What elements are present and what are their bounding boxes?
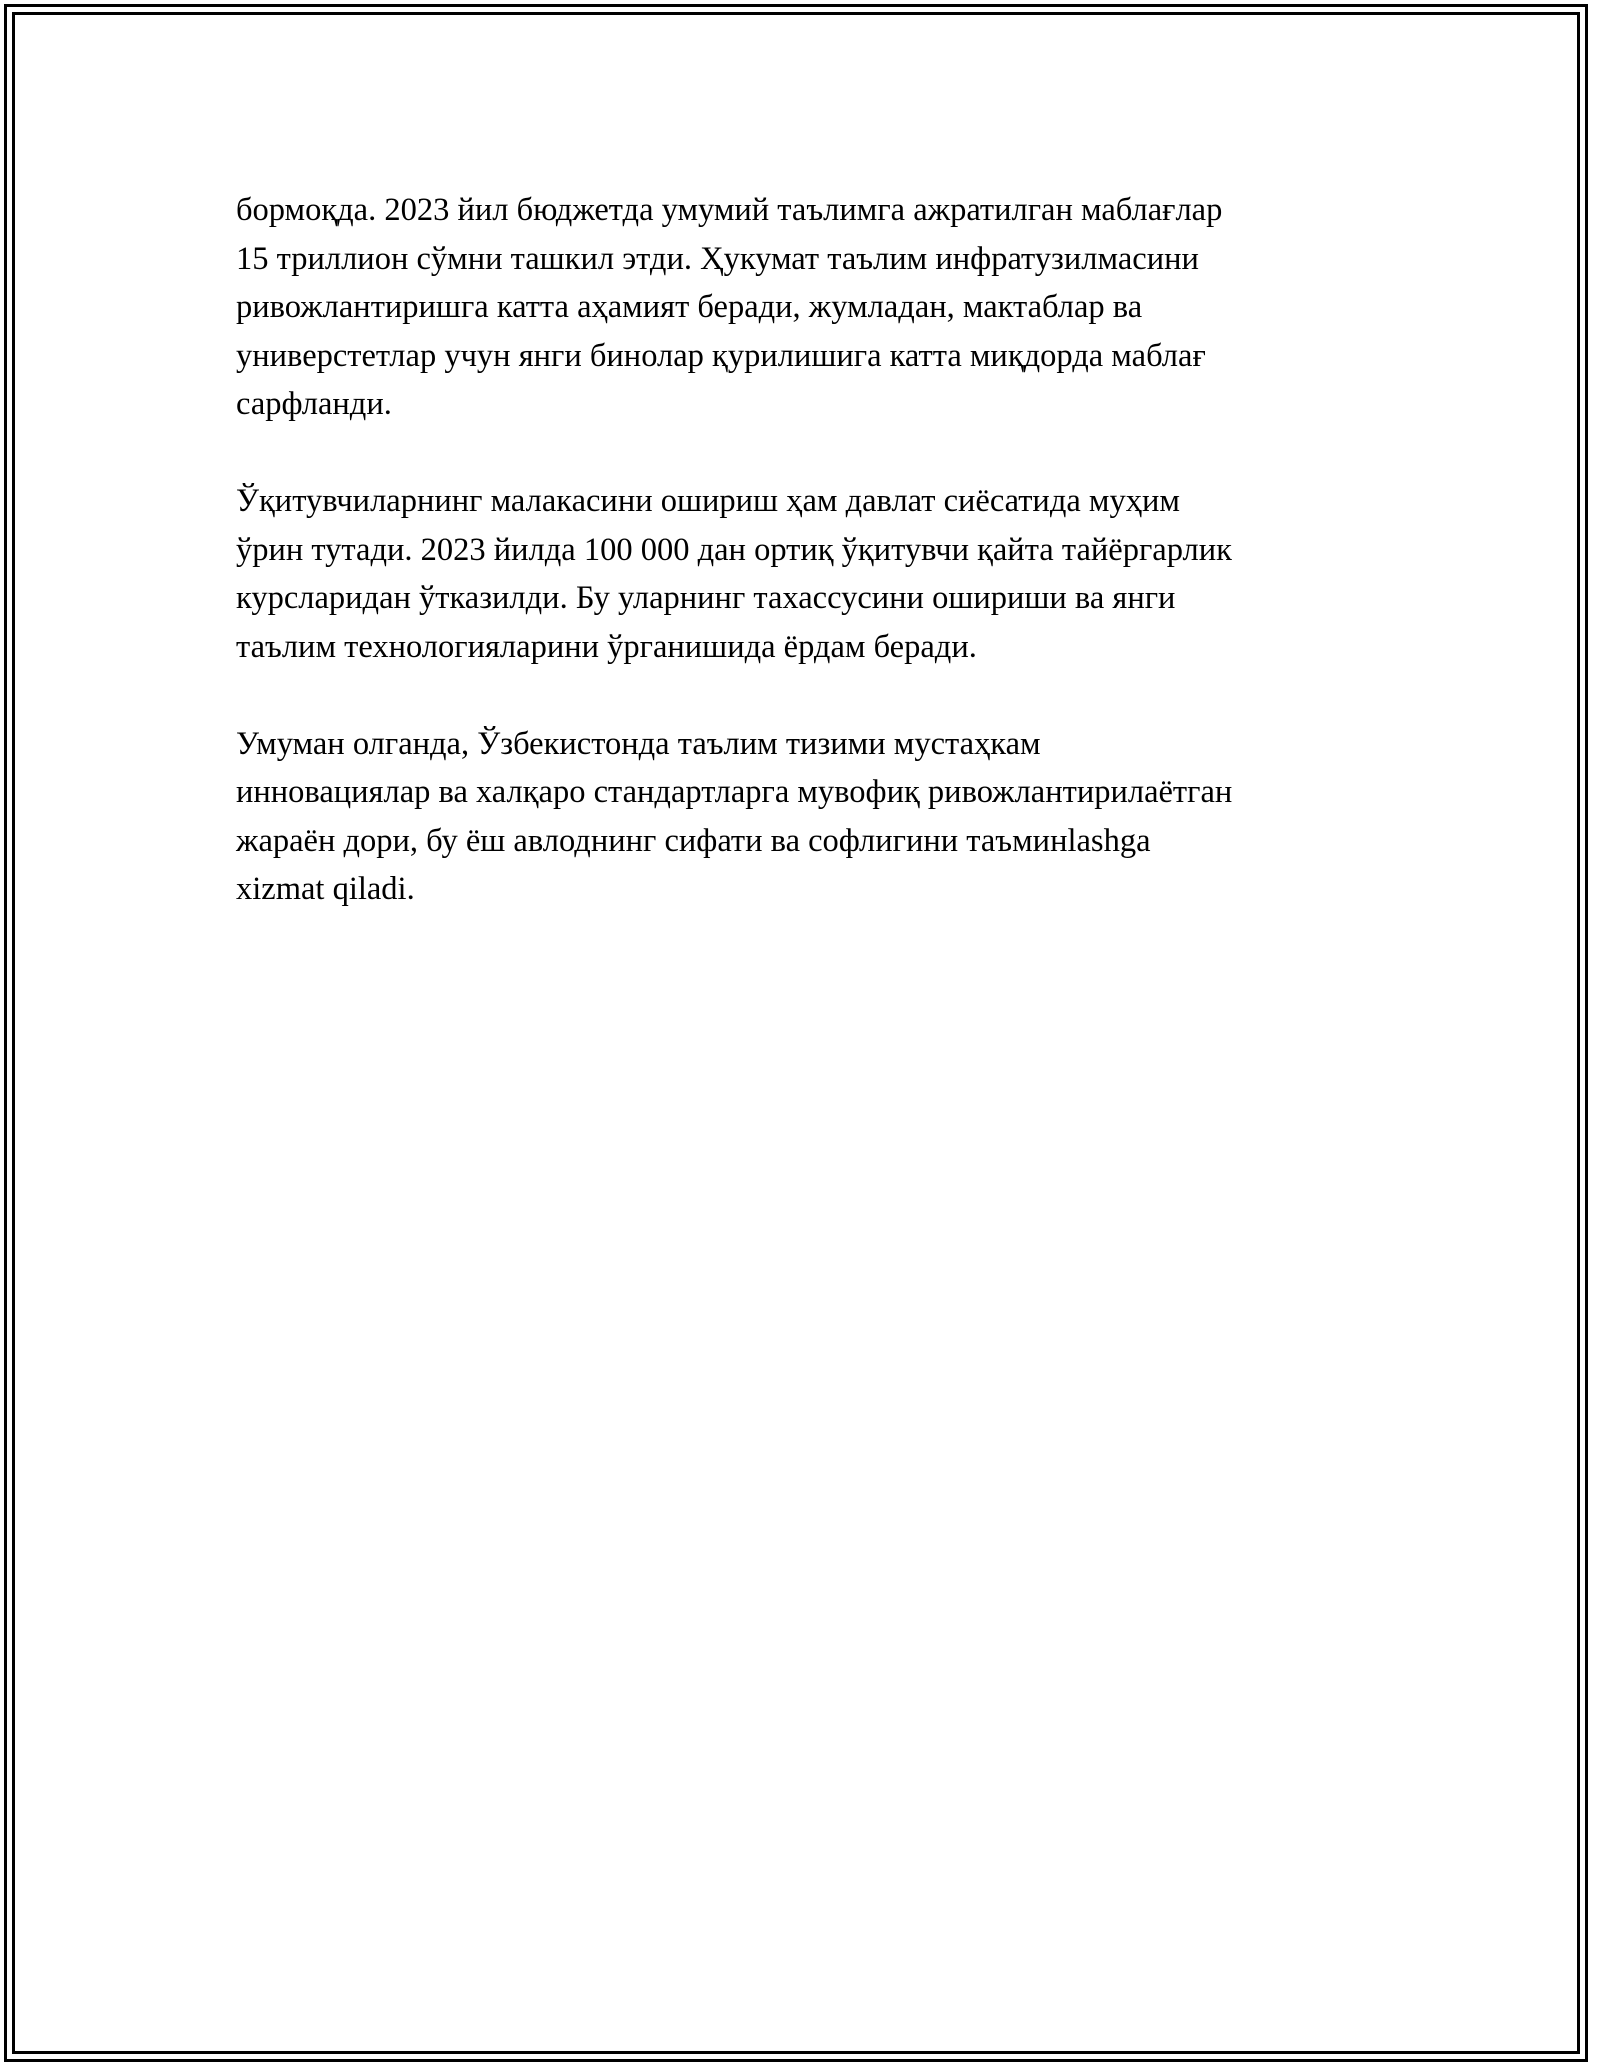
text-line: универстетлар учун янги бинолар қурилишига катта миқдорда маблағ (236, 337, 1206, 374)
text-line: 15 триллион сўмни ташкил этди. Ҳукумат таълим инфратузилмасини (236, 240, 1199, 277)
text-line: инновациялар ва халқаро стандартларга мувофиқ ривожлантирилаётган (236, 774, 1233, 810)
text-line: бормоқда. 2023 йил бюджетда умумий таълимга ажратилган маблағлар (236, 192, 1223, 228)
text-line: Умуман олганда, Ўзбекистонда таълим тизими мустаҳкам (236, 725, 1041, 762)
text-line: xizmat qiladi. (236, 871, 415, 907)
text-line: сарфланди. (236, 386, 392, 422)
paragraph-conclusion (236, 720, 1366, 914)
text-line: ўрин тутади. 2023 йилда 100 000 дан ортиқ ўқитувчи қайта тайёргарлик (236, 531, 1232, 568)
paragraph-budget (236, 186, 1366, 429)
paragraph-teachers (236, 477, 1366, 671)
text-line: таълим технологияларини ўрганишида ёрдам беради. (236, 628, 977, 665)
text-line: жараён дори, бу ёш авлоднинг сифати ва софлигини таъминlashga (236, 822, 1151, 859)
document-body (236, 186, 1366, 962)
text-line: ривожлантиришга катта аҳамият беради, жумладан, мактаблар ва (236, 289, 1143, 325)
text-line: Ўқитувчиларнинг малакасини ошириш ҳам давлат сиёсатида муҳим (236, 483, 1180, 519)
text-line: курсларидан ўтказилди. Бу уларнинг тахассусини ошириши ва янги (236, 580, 1176, 616)
